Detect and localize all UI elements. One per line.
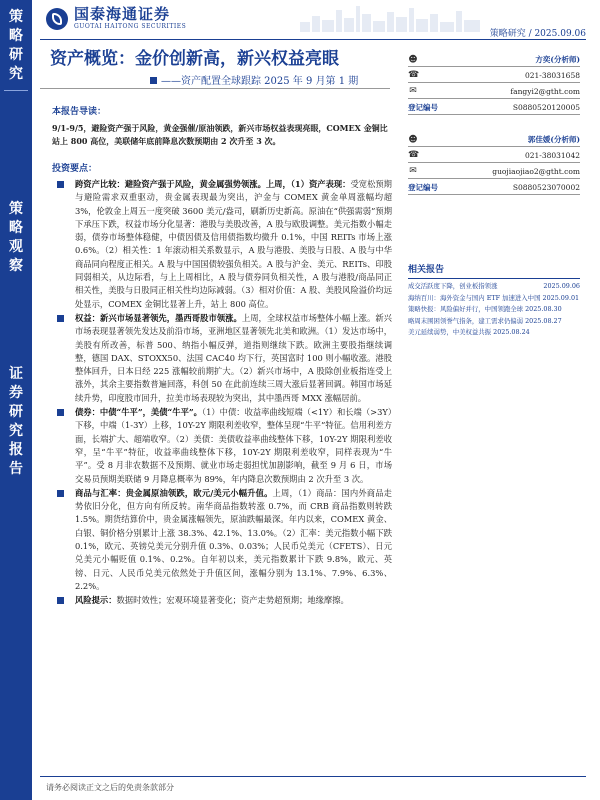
related-report-link[interactable]: 海纳百川：海外资金与国内 ETF 加速进入中国 2025.09.01: [408, 293, 580, 302]
email-icon: ✉: [409, 86, 417, 96]
intro-heading: 本报告导读：: [52, 107, 107, 117]
analyst-phone: 021-38031658: [524, 70, 580, 80]
analyst-email[interactable]: fangyi2@gtht.com: [510, 86, 580, 96]
analyst-divider: [408, 66, 580, 67]
analyst-divider: [408, 178, 580, 179]
intro-text: 9/1-9/5，避险资产强于风险，黄金强催/原油领跌，新兴市场权益表现亮眼，COMEX 金铜比站上 800 高位，美联储年底前降息次数预期由 2 次升至 3 次。: [52, 123, 388, 146]
footer-divider: [40, 776, 586, 777]
header-category-date: 策略研究 / 2025.09.06: [489, 29, 586, 39]
analyst-divider: [408, 114, 580, 115]
related-report-link[interactable]: 略周末围困领誉气指条，建工需求仍偏弱 2025.08.27: [408, 316, 562, 325]
footer-disclaimer: 请务必阅读正文之后的免责条款部分: [46, 783, 174, 792]
logo-name-cn: 国泰海通证券: [74, 5, 171, 23]
key-points: [52, 178, 392, 609]
title-divider: [40, 88, 390, 89]
analyst-divider: [408, 162, 580, 163]
analyst-divider: [408, 194, 580, 195]
analyst-name: 方奕(分析师): [535, 55, 580, 64]
registration-number: S0880520120005: [512, 103, 580, 112]
report-title: 资产概览：金价创新高，新兴权益亮眼: [50, 49, 339, 69]
point-cross-asset: 跨资产比较：避险资产强于风险，黄金属强势领涨。上周，（1）资产表现：受宽松预期与避险需求双重驱动，贵金属表现最为突出，沪金与 COMEX 黄金单周涨幅均超 3%，伦敦金上周五一度突破 3600 美元/盎司，刷新历史新高。原油在“供强需弱”预期下承压下跌，权益市场分化显著：港股与美股改善，A 股与欧股调整。美元指数小幅走弱，债券市场整体稳健，中债因债及信用债指数均微升 0.1%，中国 REITs 市场上涨 0.6%。（2）相关性：1 年滚动相关系数显示，A 股与港股、美股与日股、A 股与中华商品同向程度正相关。A 股与中国国债较强负相关。A 股与沪金、美元、REITs、印股同弱相关，从边际看，与上上周相比，A 股与债券同负相关性，A 股与港股/商品同正相关性，美股与日股同正相关性均边际减弱。（3）相对价值：A 股、美股风险溢价均远处显示，COMEX 金铜比显著上升，站上 800 高位。: [52, 178, 392, 311]
point-commodities-fx: 商品与汇率：贵金属原油领跌，欧元/美元小幅升值。上周，（1）商品：国内外商品走势依旧分化，但方向有所反转。南华商品指数转涨 0.7%，而 CRB 商品指数则转跌 1.5%。期货结算价中，贵金属涨幅领先，原油跌幅最深。年内以来，COMEX 黄金、白银、铜价格分别累计上涨 38.3%、42.1%、13.0%。（2）汇率：美元指数小幅下跌 0.1%，欧元、英镑兑美元分别升值 0.3%、0.03%；人民币兑美元（CFETS）、日元兑美元小幅贬值 0.1%、0.2%。自年初以来，美元指数累计下跌 9.8%，欧元、英镑、日元、人民币兑美元依然处于升值区间，涨幅分别为 13.1%、7.9%、6.3%、2.2%。: [52, 487, 392, 593]
point-equity: 权益：新兴市场显著领先，墨西哥股市领涨。上周，全球权益市场整体小幅上涨。新兴市场表现显著领先发达及前沿市场，亚洲地区显著领先北美和欧洲。（1）发达市场中，美股有所改善，标普 500、纳指小幅反弹，道指则继续下跌。欧洲主要股指继续调整，德国 DAX、STOXX50、法国 CAC40 均下行，英国富时 100 则小幅收涨。港股整体回升，日本日经 225 涨幅较前期扩大。（2）新兴市场中，A 股除创业板指连受上涨外，其余主要指数普遍回落，科创 50 在此前连续三周大涨后显著回调。韩国市场延续升势，印度股市回升，拉美市场表现较为突出，其中墨西哥 MXX 涨幅居前。: [52, 312, 392, 405]
header-divider: [40, 39, 586, 40]
person-icon: ☻: [408, 54, 418, 65]
analyst-divider: [408, 82, 580, 83]
person-icon: ☻: [408, 134, 418, 145]
company-logo: [46, 6, 186, 31]
sidebar-label-strategy-research: 策 略 研 究: [9, 9, 23, 82]
related-reports: [408, 262, 580, 337]
analyst-card: [408, 134, 580, 214]
analyst-name: 郭佳媛(分析师): [527, 135, 580, 144]
sidebar-label-strategy-observation: 策 略 观 察: [9, 201, 23, 274]
logo-name-en: GUOTAI HAITONG SECURITIES: [74, 23, 187, 30]
email-icon: ✉: [409, 166, 417, 176]
phone-icon: ☎: [408, 150, 420, 160]
analyst-divider: [408, 146, 580, 147]
analyst-email[interactable]: guojiaojiao2@gtht.com: [492, 166, 580, 176]
key-points-heading: 投资要点：: [52, 164, 98, 174]
related-report-link[interactable]: 成交活跃度下降，创业板指领涨 2025.09.06: [408, 282, 580, 290]
sidebar-label-securities-report: 证 券 研 究 报 告: [9, 366, 23, 477]
analyst-phone: 021-38031042: [524, 150, 580, 160]
report-subtitle: ——资产配置全球跟踪 2025 年 9 月第 1 期: [150, 72, 358, 87]
related-report-link[interactable]: 美元延续弱势，中美权益共振 2025.08.24: [408, 328, 530, 337]
registration-label: 登记编号: [408, 103, 438, 112]
logo-icon: [46, 8, 68, 30]
analyst-card: [408, 54, 580, 134]
related-reports-heading: 相关报告: [408, 262, 580, 279]
point-risk-warning: 风险提示：数据时效性；宏观环境显著变化；资产走势超预期；地缘摩擦。: [52, 594, 392, 607]
registration-label: 登记编号: [408, 183, 438, 192]
registration-number: S0880523070002: [512, 183, 580, 192]
analyst-divider: [408, 98, 580, 99]
point-bonds: 债券：中债“牛平”，美债“牛平”。（1）中债：收益率曲线短端（<1Y）和长端（>3Y）下移，中端（1-3Y）上移，10Y-2Y 期限利差收窄，整体呈现“牛平”特征。信用利差方面，长端扩大、超端收窄。（2）美债：美债收益率曲线整体下移，10Y-2Y 期限利差收窄，呈“牛平”特征，收益率曲线整体下移，10Y-2Y 期限利差收窄，同样表现为“牛平”。受 8 月非农数据不及预期、就业市场走弱担忧加剧影响，截至 9 月 6 日，市场交易员预期美联储 9 月降息概率为 89%，年内降息次数预期由 2 次升至 3 次。: [52, 406, 392, 486]
analyst-panel: [408, 54, 580, 214]
city-skyline-icon: [300, 2, 480, 32]
sidebar-divider: [4, 90, 28, 91]
related-report-link[interactable]: 策略快报：风险偏好并行，中国领跑全球 2025.08.30: [408, 305, 562, 314]
phone-icon: ☎: [408, 70, 420, 80]
sidebar: [0, 0, 32, 800]
